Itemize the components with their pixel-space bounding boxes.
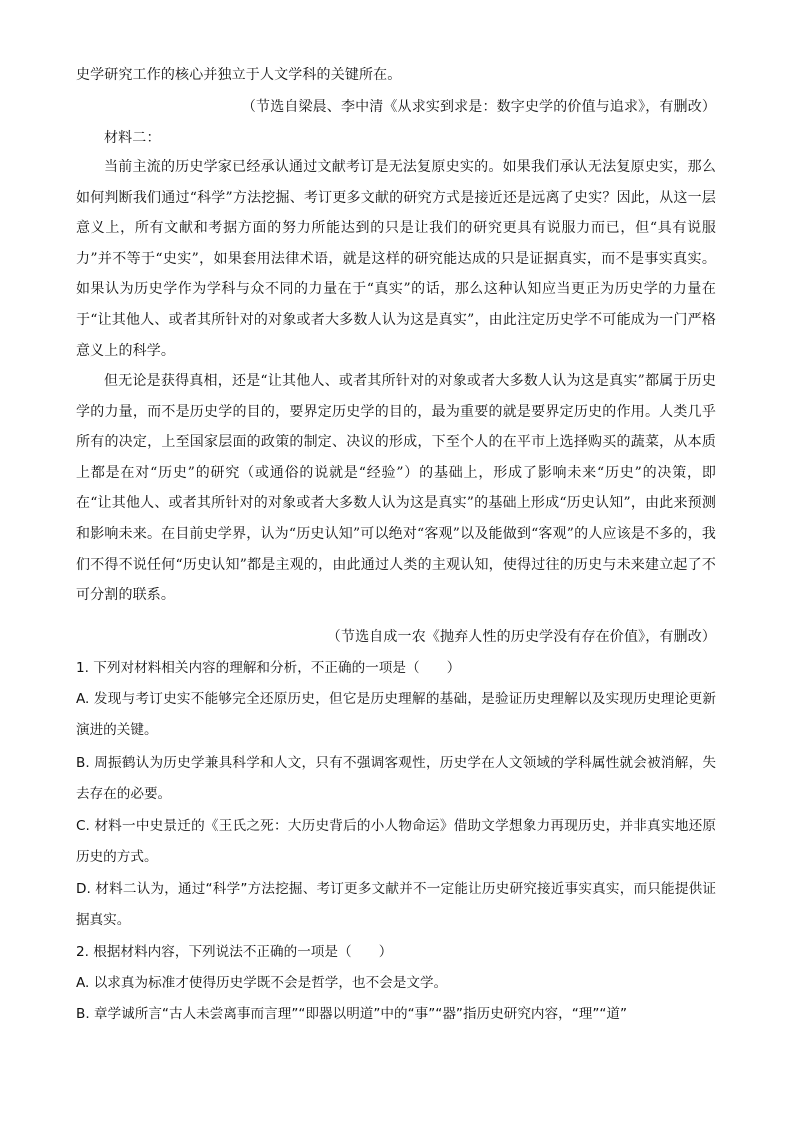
material1-closing-line: 史学研究工作的核心并独立于人文学科的关键所在。 (76, 67, 402, 83)
question-1-option-a: A. 发现与考订史实不能够完全还原历史，但它是历史理解的基础，是验证历史理解以及实现历史理论更新演进的关键。 (76, 691, 716, 739)
source-citation-2: （节选自成一农《抛弃人性的历史学没有存在价值》，有删改） (326, 629, 716, 645)
question-1-option-b: B. 周振鹤认为历史学兼具科学和人文，只有不强调客观性，历史学在人文领域的学科属性就会被消解，失去存在的必要。 (76, 755, 716, 803)
question-2-option-b: B. 章学诚所言“古人未尝离事而言理”“即器以明道”中的“事”“器”指历史研究内容，“理”“道” (76, 1006, 628, 1022)
question-1-option-d: D. 材料二认为，通过“科学”方法挖掘、考订更多文献并不一定能让历史研究接近事实真实，而只能提供证据真实。 (76, 881, 716, 929)
material2-label: 材料二： (104, 130, 161, 146)
source-citation-1: （节选自梁晨、李中清《从求实到求是：数字史学的价值与追求》，有删改） (241, 99, 716, 115)
question-2-stem: 2. 根据材料内容，下列说法不正确的一项是（ ） (76, 944, 393, 960)
question-2-option-a: A. 以求真为标准才使得历史学既不会是哲学，也不会是文学。 (76, 975, 448, 991)
question-1-option-c: C. 材料一中史景迁的《王氏之死：大历史背后的小人物命运》借助文学想象力再现历史，并非真实地还原历史的方式。 (76, 818, 716, 866)
question-1-stem: 1. 下列对材料相关内容的理解和分析，不正确的一项是（ ） (76, 660, 461, 676)
material2-paragraph-2: 但无论是获得真相，还是“让其他人、或者其所针对的对象或者大多数人认为这是真实”都属于历史学的力量，而不是历史学的目的，要界定历史学的目的，最为重要的就是要界定历史的作用。人类几乎所有的决定，上至国家层面的政策的制定、决议的形成，下至个人的在平市上选择购买的蔬菜，从本质上都是在对“历史”的研究（或通俗的说就是“经验”）的基础上，形成了影响未来“历史”的决策，即在“让其他人、或者其所针对的对象或者大多数人认为这是真实”的基础上形成“历史认知”，由此来预测和影响未来。在目前史学界，认为“历史认知”可以绝对“客观”以及能做到“客观”的人应该是不多的，我们不得不说任何“历史认知”都是主观的，由此通过人类的主观认知，使得过往的历史与未来建立起了不可分割的联系。 (76, 373, 716, 604)
material2-paragraph-1: 当前主流的历史学家已经承认通过文献考订是无法复原史实的。如果我们承认无法复原史实，那么如何判断我们通过“科学”方法挖掘、考订更多文献的研究方式是接近还是远离了史实？因此，从这一层意义上，所有文献和考据方面的努力所能达到的只是让我们的研究更具有说服力而已，但“具有说服力”并不等于“史实”，如果套用法律术语，就是这样的研究能达成的只是证据真实，而不是事实真实。如果认为历史学作为学科与众不同的力量在于“真实”的话，那么这种认知应当更正为历史学的力量在于“让其他人、或者其所针对的对象或者大多数人认为这是真实”，由此注定历史学不可能成为一门严格意义上的科学。 (76, 159, 716, 359)
